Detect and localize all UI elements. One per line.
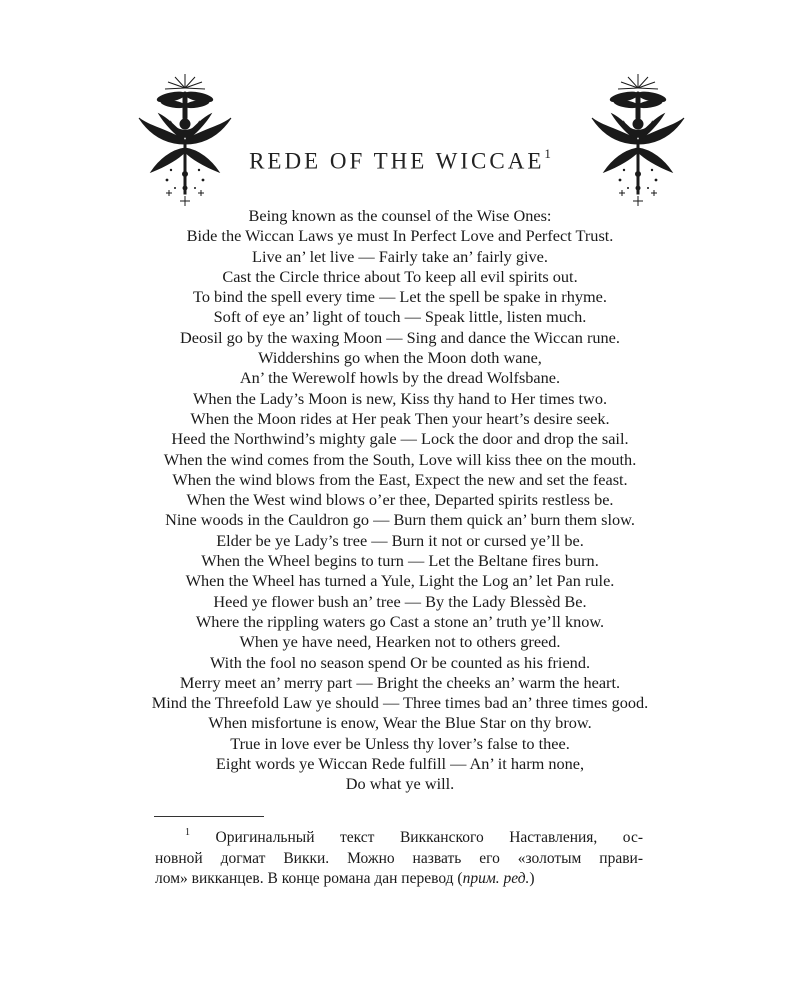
poem-line: With the fool no season spend Or be counted as his friend. xyxy=(209,652,591,672)
poem-line: Where the rippling waters go Cast a stone an’ truth ye’ll know. xyxy=(195,611,605,631)
poem-line: Do what ye will. xyxy=(345,774,455,794)
footnote-separator xyxy=(154,816,264,817)
footnote xyxy=(155,824,643,890)
poem-line: Widdershins go when the Moon doth wane, xyxy=(258,348,542,368)
poem-line: Live an’ let live — Fairly take an’ fairly give. xyxy=(252,246,548,266)
poem-line: When the wind blows from the East, Expect the new and set the feast. xyxy=(172,469,628,489)
poem-line: Nine woods in the Cauldron go — Burn them quick an’ burn them slow. xyxy=(165,510,635,530)
dragonfly-crescent-moon-icon xyxy=(137,70,233,210)
poem-line: When the wind comes from the South, Love will kiss thee on the mouth. xyxy=(163,449,637,469)
editor-note: прим. ред. xyxy=(462,870,530,888)
poem-line: When misfortune is enow, Wear the Blue Star on thy brow. xyxy=(208,713,592,733)
poem-line: When the Lady’s Moon is new, Kiss thy hand to Her times two. xyxy=(192,388,608,408)
poem-line: Eight words ye Wiccan Rede fulfill — An’ it harm none, xyxy=(215,754,585,774)
poem-line: When the West wind blows o’er thee, Departed spirits restless be. xyxy=(186,490,614,510)
footnote-marker: 1 xyxy=(185,827,190,838)
poem-line: To bind the spell every time — Let the spell be spake in rhyme. xyxy=(193,287,607,307)
dragonfly-crescent-moon-icon xyxy=(590,70,686,210)
poem-body xyxy=(0,206,800,795)
poem-line: When ye have need, Hearken not to others greed. xyxy=(239,632,561,652)
poem-line: When the Wheel begins to turn — Let the Beltane fires burn. xyxy=(201,551,599,571)
poem-line: When the Wheel has turned a Yule, Light the Log an’ let Pan rule. xyxy=(185,571,615,591)
poem-line: Being known as the counsel of the Wise Ones: xyxy=(248,206,552,225)
footnote-line: новной догмат Викки. Можно назвать его «золотым прави- xyxy=(155,849,643,867)
poem-line: Deosil go by the waxing Moon — Sing and dance the Wiccan rune. xyxy=(180,327,620,347)
footnote-line: $^1$ Оригинальный текст Викканского Наставления, ос- xyxy=(185,827,643,847)
page-title xyxy=(0,148,800,175)
poem-line: Merry meet an’ merry part — Bright the cheeks an’ warm the heart. xyxy=(179,672,621,692)
poem-line: Cast the Circle thrice about To keep all evil spirits out. xyxy=(222,266,578,286)
footnote-line: лом» викканцев. В конце романа дан перевод (прим. ред.) xyxy=(155,870,535,888)
footnote-reference-marker: 1 xyxy=(544,146,551,161)
poem-line: Elder be ye Lady’s tree — Burn it not or cursed ye’ll be. xyxy=(216,530,584,550)
poem-line: Bide the Wiccan Laws ye must In Perfect Love and Perfect Trust. xyxy=(186,226,614,246)
poem-line: Heed ye flower bush an’ tree — By the Lady Blessèd Be. xyxy=(213,591,587,611)
poem-line: Heed the Northwind’s mighty gale — Lock the door and drop the sail. xyxy=(171,429,629,449)
title-text: REDE OF THE WICCAE xyxy=(249,148,545,174)
poem-line: True in love ever be Unless thy lover’s false to thee. xyxy=(230,733,570,753)
poem-line: Soft of eye an’ light of touch — Speak little, listen much. xyxy=(213,307,587,327)
poem-line: An’ the Werewolf howls by the dread Wolfsbane. xyxy=(239,368,561,388)
poem-line: When the Moon rides at Her peak Then your heart’s desire seek. xyxy=(190,408,610,428)
poem-line: Mind the Threefold Law ye should — Three times bad an’ three times good. xyxy=(151,693,649,713)
